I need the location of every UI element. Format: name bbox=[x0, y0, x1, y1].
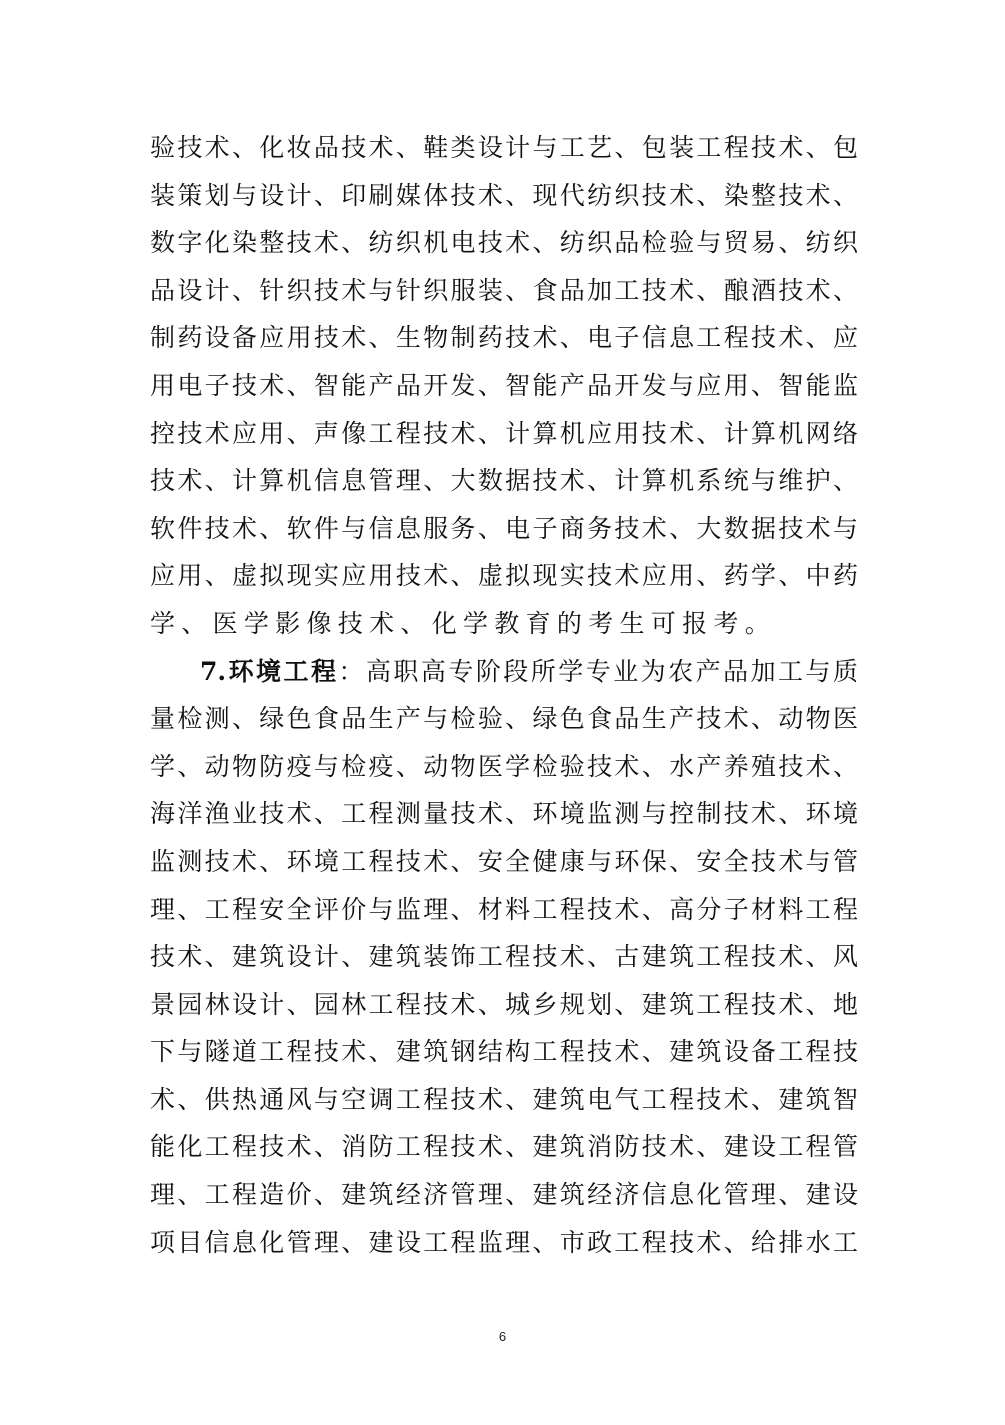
paragraph-2 bbox=[150, 648, 858, 1267]
body-text bbox=[150, 124, 858, 1266]
text-line: 用电子技术、智能产品开发、智能产品开发与应用、智能监 bbox=[150, 370, 858, 400]
text-line: 学、医学影像技术、化学教育的考生可报考。 bbox=[150, 608, 777, 638]
text-line: 技术、计算机信息管理、大数据技术、计算机系统与维护、 bbox=[150, 466, 858, 496]
text-line: 能化工程技术、消防工程技术、建筑消防技术、建设工程管 bbox=[150, 1132, 858, 1162]
paragraph-first-line bbox=[150, 648, 858, 696]
text-line: 制药设备应用技术、生物制药技术、电子信息工程技术、应 bbox=[150, 323, 858, 353]
text-line: 验技术、化妆品技术、鞋类设计与工艺、包装工程技术、包 bbox=[150, 133, 858, 162]
text-line: 项目信息化管理、建设工程监理、市政工程技术、给排水工 bbox=[150, 1227, 858, 1257]
text-line: 学、动物防疫与检疫、动物医学检验技术、水产养殖技术、 bbox=[150, 751, 858, 781]
text-line: 理、工程造价、建筑经济管理、建筑经济信息化管理、建设 bbox=[150, 1180, 858, 1210]
text-line: 应用、虚拟现实应用技术、虚拟现实技术应用、药学、中药 bbox=[150, 561, 858, 591]
text-line: 术、供热通风与空调工程技术、建筑电气工程技术、建筑智 bbox=[150, 1084, 858, 1114]
text-line: 品设计、针织技术与针织服装、食品加工技术、酿酒技术、 bbox=[150, 275, 858, 305]
text-line-rest: ：高职高专阶段所学专业为农产品加工与质 bbox=[338, 656, 858, 686]
text-line: 理、工程安全评价与监理、材料工程技术、高分子材料工程 bbox=[150, 894, 858, 924]
section-heading: 7.环境工程 bbox=[200, 656, 339, 686]
text-line: 控技术应用、声像工程技术、计算机应用技术、计算机网络 bbox=[150, 418, 858, 448]
text-line: 海洋渔业技术、工程测量技术、环境监测与控制技术、环境 bbox=[150, 799, 858, 829]
text-line: 装策划与设计、印刷媒体技术、现代纺织技术、染整技术、 bbox=[150, 180, 858, 210]
paragraph-1 bbox=[150, 124, 858, 648]
text-line: 景园林设计、园林工程技术、城乡规划、建筑工程技术、地 bbox=[150, 989, 858, 1019]
text-line: 软件技术、软件与信息服务、电子商务技术、大数据技术与 bbox=[150, 513, 858, 543]
text-line: 下与隧道工程技术、建筑钢结构工程技术、建筑设备工程技 bbox=[150, 1037, 858, 1067]
text-line: 监测技术、环境工程技术、安全健康与环保、安全技术与管 bbox=[150, 846, 858, 876]
text-line: 技术、建筑设计、建筑装饰工程技术、古建筑工程技术、风 bbox=[150, 942, 858, 972]
page-number: 6 bbox=[498, 1329, 507, 1344]
text-line: 量检测、绿色食品生产与检验、绿色食品生产技术、动物医 bbox=[150, 704, 858, 734]
text-line: 数字化染整技术、纺织机电技术、纺织品检验与贸易、纺织 bbox=[150, 228, 858, 258]
